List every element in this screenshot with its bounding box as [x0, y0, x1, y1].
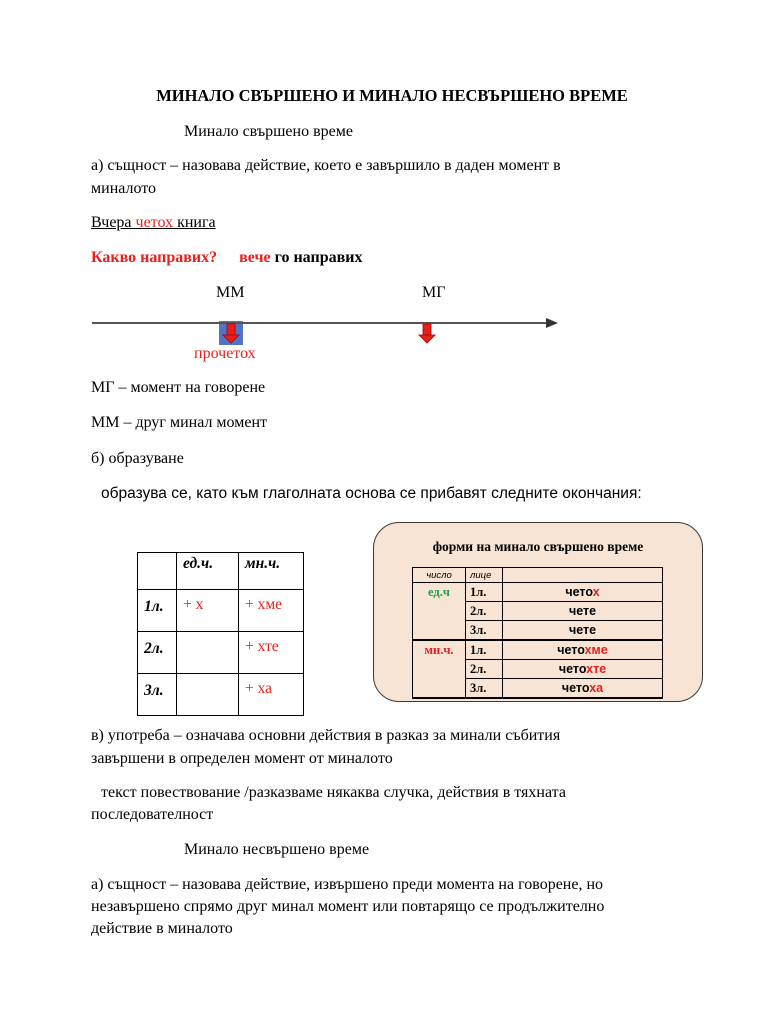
- example-sentence: [91, 214, 216, 232]
- form-cell: [503, 679, 663, 699]
- form-cell: [503, 583, 663, 602]
- ending-cell: [177, 632, 239, 674]
- person-cell: 1л.: [138, 590, 177, 632]
- narration-line: последователност: [91, 806, 214, 823]
- form-cell: [503, 660, 663, 679]
- question-answer: го направих: [270, 249, 363, 266]
- section-heading-imperfect: Минало несвършено време: [184, 841, 370, 858]
- page-title: МИНАЛО СВЪРШЕНО И МИНАЛО НЕСВЪРШЕНО ВРЕМЕ: [156, 86, 628, 105]
- group-spacer: [413, 679, 466, 699]
- group-spacer: [413, 602, 466, 621]
- header-form: [503, 568, 663, 583]
- form-cell: [503, 621, 663, 641]
- question-line: [91, 249, 362, 267]
- person-cell: 1л.: [466, 640, 503, 660]
- table-row: [138, 632, 304, 674]
- forms-panel-title: форми на минало свършено време: [432, 539, 644, 554]
- form-ending: ха: [589, 681, 604, 695]
- header-number: число: [413, 568, 466, 583]
- usage-line: в) употреба – означава основни действия в разказ за минали събития: [91, 727, 561, 744]
- group-plural: мн.ч.: [413, 640, 466, 660]
- definition-line: миналото: [91, 180, 157, 197]
- section-heading-aorist: Минало свършено време: [184, 123, 353, 140]
- form-stem: чето: [561, 681, 590, 695]
- person-cell: 2л.: [466, 660, 503, 679]
- form-ending: х: [592, 585, 600, 599]
- example-text: Вчера: [91, 214, 136, 231]
- example-verb: четох: [135, 214, 174, 231]
- form-cell: [503, 602, 663, 621]
- definition-mg: МГ – момент на говорене: [91, 379, 266, 396]
- form-cell: [503, 640, 663, 660]
- definition-mm: ММ – друг минал момент: [91, 414, 268, 431]
- endings-table: [137, 552, 304, 716]
- group-spacer: [413, 621, 466, 641]
- person-cell: 3л.: [138, 674, 177, 716]
- form-stem: чете: [568, 623, 597, 637]
- definition-line: действие в миналото: [91, 920, 233, 937]
- person-cell: 2л.: [138, 632, 177, 674]
- form-stem: чето: [565, 585, 593, 599]
- definition-line: незавършено спрямо друг минал момент или повтарящо се продължително: [91, 898, 605, 915]
- timeline: [90, 312, 570, 348]
- form-stem: чето: [557, 643, 585, 657]
- form-stem: чето: [558, 662, 587, 676]
- form-ending: хте: [586, 662, 607, 676]
- question-word: вече: [239, 249, 271, 266]
- form-stem: чете: [568, 604, 597, 618]
- formation-text: образува се, като към глаголната основа се прибавят следните окончания:: [101, 485, 642, 502]
- table-row: [138, 674, 304, 716]
- table-row: [413, 679, 663, 699]
- definition-line: а) същност – назовава действие, извършено преди момента на говорене, но: [91, 876, 604, 893]
- table-header-row: [413, 568, 663, 583]
- person-cell: 3л.: [466, 679, 503, 699]
- table-row: [413, 621, 663, 641]
- table-header-cell: мн.ч.: [239, 553, 304, 590]
- ending-cell: + хте: [239, 632, 304, 674]
- group-spacer: [413, 660, 466, 679]
- usage-line: завършени в определен момент от миналото: [91, 750, 393, 767]
- table-cell: [138, 553, 177, 590]
- person-cell: 3л.: [466, 621, 503, 641]
- narration-line: текст повествование /разказваме някаква случка, действия в тяхната: [101, 784, 566, 801]
- definition-line: а) същност – назовава действие, което е завършило в даден момент в: [91, 157, 561, 174]
- forms-panel: [373, 522, 703, 702]
- form-ending: хме: [584, 643, 608, 657]
- table-row: [413, 583, 663, 602]
- ending-cell: + хме: [239, 590, 304, 632]
- ending-cell: + х: [177, 590, 239, 632]
- forms-table: [412, 567, 663, 699]
- timeline-arrowhead-icon: [546, 318, 558, 328]
- timeline-event-word: прочетох: [194, 345, 256, 362]
- section-formation: б) образуване: [91, 450, 184, 467]
- header-person: лице: [466, 568, 503, 583]
- table-row: [138, 590, 304, 632]
- ending-cell: + ха: [239, 674, 304, 716]
- mg-marker-icon: [419, 324, 435, 343]
- ending-cell: [177, 674, 239, 716]
- question: Какво направих?: [91, 249, 218, 266]
- table-header-row: [138, 553, 304, 590]
- table-row: [413, 602, 663, 621]
- timeline-label-mm: ММ: [216, 284, 245, 301]
- person-cell: 2л.: [466, 602, 503, 621]
- table-header-cell: ед.ч.: [177, 553, 239, 590]
- person-cell: 1л.: [466, 583, 503, 602]
- example-text: книга: [173, 214, 216, 231]
- table-row: [413, 640, 663, 660]
- group-singular: ед.ч: [413, 583, 466, 602]
- table-row: [413, 660, 663, 679]
- timeline-label-mg: МГ: [422, 284, 446, 301]
